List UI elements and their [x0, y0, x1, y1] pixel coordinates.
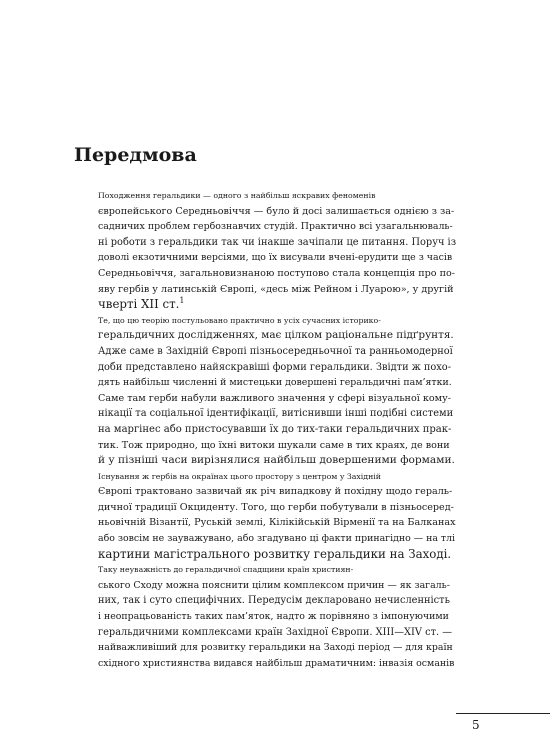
text-line: геральдичними комплексами країн Західної Європи. XIII—XIV ст. —	[98, 626, 453, 638]
text-line: тик. Тож природно, що їхні витоки шукали саме в тих краях, де вони	[98, 439, 450, 451]
text-line: нікації та соціальної ідентифікації, витіснивши інші подібні системи	[98, 408, 454, 420]
text-line: Походження геральдики — одного з найбільш яскравих феноменів	[98, 191, 376, 200]
paragraph	[74, 188, 456, 313]
text-line: Те, що цю теорію постульовано практично в усіх сучасних історико-	[98, 315, 381, 325]
page-number: 5	[472, 718, 480, 732]
text-line: ського Сходу можна пояснити цілим комплексом причин — як загаль-	[98, 579, 450, 591]
text-line: або зовсім не зауважувано, або згадувано ці факти принагідно — на тлі	[98, 533, 456, 545]
text-line: Адже саме в Західній Європі пізньосередньочної та ранньомодерної	[98, 345, 453, 357]
text-line: дичної традиції Окциденту. Того, що герби побутували в пізньосеред-	[98, 501, 454, 513]
footnote-reference[interactable]: 1	[179, 296, 185, 306]
paragraph	[74, 562, 456, 671]
text-line: Середньовіччя, загальновизнаною поступово стала концепція про по-	[98, 267, 456, 279]
chapter-heading: Передмова	[74, 144, 197, 166]
text-line: геральдичних дослідженнях, має цілком раціональне підґрунтя.	[98, 329, 454, 342]
text-line: ні роботи з геральдики так чи інакше зачіпали це питання. Поруч із	[98, 236, 457, 248]
text-line: доби представлено найяскравіші форми геральдики. Звідти ж похо-	[98, 361, 452, 373]
text-line: східного християнства видався найбільш драматичним: інвазія османів	[98, 657, 455, 669]
text-line: картини магістрального розвитку геральдики на Заході.	[98, 546, 452, 561]
text-line: Таку неуважність до геральдичної спадщини країн християн-	[98, 565, 354, 575]
text-line: Існування ж гербів на окраїнах цього простору з центром у Західній	[98, 471, 381, 481]
text-line: на маргінес або пристосувавши їх до тих-таки геральдичних прак-	[98, 423, 452, 435]
text-line: Європі трактовано зазвичай як річ випадкову й похідну щодо гераль-	[98, 486, 453, 498]
text-line: садничих проблем гербознавчих студій. Практично всі узагальнюваль-	[98, 221, 453, 233]
text-line: дять найбільш численні й мистецьки довершені геральдичні пам’ятки.	[98, 377, 452, 389]
text-line: ньовічній Візантії, Руській землі, Кілікійській Вірменії та на Балканах	[98, 517, 456, 529]
footer-rule	[456, 713, 550, 714]
text-line	[74, 297, 456, 313]
text-line: них, так і суто специфічних. Передусім декларовано нечисленність	[98, 595, 450, 607]
text-line: й у пізніші часи вирізнялися найбільш довершеними формами.	[98, 454, 455, 467]
text-line-content: чверті XII ст.	[98, 297, 180, 312]
body-text	[74, 188, 456, 671]
paragraph	[74, 313, 456, 469]
text-line: яву гербів у латинській Європі, «десь між Рейном і Луарою», у другій	[98, 283, 454, 295]
text-line: європейського Середньовіччя — було й досі залишається однією з за-	[98, 205, 455, 217]
text-line: найважливіший для розвитку геральдики на Заході період — для країн	[98, 642, 453, 654]
text-line: доволі екзотичними версіями, що їх висували вчені-ерудити ще з часів	[98, 252, 453, 264]
text-line: Саме там герби набули важливого значення у сфері візуальної кому-	[98, 392, 451, 404]
paragraph	[74, 469, 456, 563]
text-line: і неопрацьованість таких пам’яток, надто ж порівняно з імпонуючими	[98, 611, 449, 623]
